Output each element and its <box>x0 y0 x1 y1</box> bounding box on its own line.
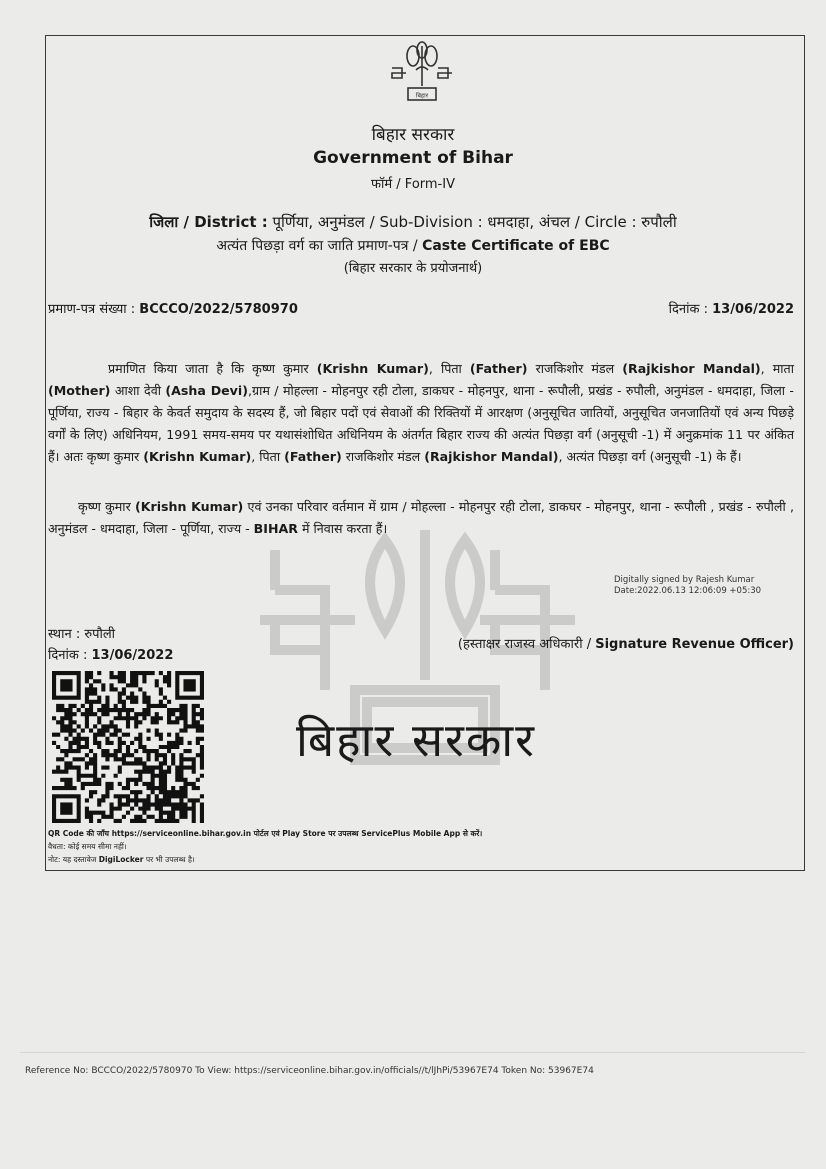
place-date-value: 13/06/2022 <box>91 648 174 663</box>
qr-modules <box>52 671 204 823</box>
place-value: रुपौली <box>84 627 116 642</box>
form-number: फॉर्म / Form-IV <box>371 177 455 192</box>
location-line <box>0 212 826 232</box>
father-name-english: (Rajkishor Mandal) <box>424 449 559 464</box>
body-text: कृष्ण कुमार <box>78 499 136 514</box>
emblem-badge-text: बिहार <box>415 92 429 100</box>
place-date-label: दिनांक : <box>48 648 88 663</box>
certificate-number <box>48 299 298 317</box>
signature-hindi: (हस्ताक्षर राजस्व अधिकारी / <box>457 637 592 652</box>
signature-line <box>458 634 794 652</box>
issue-date-value: 13/06/2022 <box>712 302 794 317</box>
note-text: QR Code की जाँच <box>48 829 112 838</box>
applicant-name-english: (Krishn Kumar) <box>316 361 429 376</box>
note-text: पोर्टल एवं <box>251 829 283 838</box>
digital-signature-signer: Digitally signed by Rajesh Kumar <box>614 575 755 585</box>
certificate-number-label: प्रमाण-पत्र संख्या : <box>48 302 136 317</box>
issue-date <box>669 299 794 317</box>
verification-url[interactable]: https://serviceonline.bihar.gov.in <box>111 829 252 838</box>
certificate-purpose: (बिहार सरकार के प्रयोजनार्थ) <box>343 261 483 276</box>
body-text: ,ग्राम / मोहल्ला - मोहनपुर रही टोला, डाकघर - मोहनपुर, थाना - रूपौली, प्रखंड - रुपौली, अनुमंडल - धमदाहा, जिला - पूर्णिया, राज्य - बिहार के केवर्त समुदाय के सदस्य हैं, जो बिहार पदों एवं सेवाओं की रिक्तियों में आरक्षण (अनुसूचित जातियों, अनुसूचित जनजातियों एवं अन्य पिछड़े वर्गों के लिए) अधिनियम, 1991 समय-समय पर यथासंशोधित अधिनियम के अंतर्गत बिहार राज्य की अत्यंत पिछड़ा वर्ग (अनुसूची -1) में अनुक्रमांक 11 पर अंकित हैं। अतः कृष्ण कुमार <box>48 383 794 464</box>
qr-verification-note <box>48 829 482 839</box>
district-label: जिला / District : <box>149 213 268 231</box>
footer-divider <box>20 1052 806 1053</box>
father-label: (Father) <box>469 361 528 376</box>
applicant-name-english: (Krishn Kumar) <box>135 499 244 514</box>
body-text: एवं उनका परिवार वर्तमान में ग्राम / मोहल्ला - मोहनपुर रही टोला, डाकघर - मोहनपुर, थाना - रूपौली , प्रखंड - रुपौली , अनुमंडल - धमदाहा, जिला - पूर्णिया, राज्य - <box>48 499 794 536</box>
note-text: ServicePlus Mobile App <box>361 829 461 838</box>
applicant-name-english: (Krishn Kumar) <box>143 449 252 464</box>
mother-name-english: (Asha Devi) <box>165 383 248 398</box>
state-name: BIHAR <box>253 521 298 536</box>
digital-signature-date: Date:2022.06.13 12:06:09 +05:30 <box>614 586 762 596</box>
body-text: राजकिशोर मंडल <box>341 449 425 464</box>
qr-code[interactable] <box>52 671 204 823</box>
qr-finder-pattern <box>52 794 81 823</box>
note-text: नोट: यह दस्तावेज <box>48 855 99 864</box>
certificate-title-english: Caste Certificate of EBC <box>422 238 610 254</box>
govt-title-hindi: बिहार सरकार <box>371 125 455 145</box>
body-text: राजकिशोर मंडल <box>527 361 623 376</box>
reference-footer: Reference No: BCCCO/2022/5780970 To View: https://serviceonline.bihar.gov.in/officials//t/lJhPi/53967E74 Token No: 53967E74 <box>25 1066 594 1076</box>
digital-signature <box>614 575 761 597</box>
note-text: से करें। <box>460 829 483 838</box>
qr-finder-pattern <box>52 671 81 700</box>
place-date <box>48 645 173 663</box>
place <box>48 624 115 642</box>
qr-finder-pattern <box>175 671 204 700</box>
certificate-title <box>0 236 826 255</box>
govt-title-english: Government of Bihar <box>313 148 513 168</box>
father-name-english: (Rajkishor Mandal) <box>622 361 761 376</box>
note-text: पर उपलब्ध <box>325 829 362 838</box>
certificate-body-paragraph-2 <box>48 496 794 540</box>
digilocker-note <box>48 855 195 865</box>
note-text: पर भी उपलब्ध है। <box>143 855 195 864</box>
body-text: , अत्यंत पिछड़ा वर्ग (अनुसूची -1) के हैं। <box>558 449 742 464</box>
certificate-number-value: BCCCO/2022/5780970 <box>139 302 298 317</box>
body-text: प्रमाणित किया जाता है कि कृष्ण कुमार <box>108 361 317 376</box>
issue-date-label: दिनांक : <box>668 302 708 317</box>
body-text: , पिता <box>428 361 470 376</box>
digilocker-name: DigiLocker <box>98 855 144 864</box>
watermark-text: बिहार सरकार <box>296 713 536 767</box>
mother-label: (Mother) <box>48 383 111 398</box>
certificate-title-hindi: अत्यंत पिछड़ा वर्ग का जाति प्रमाण-पत्र / <box>216 238 418 254</box>
district-value: पूर्णिया, अनुमंडल / Sub-Division : धमदाहा, अंचल / Circle : रुपौली <box>272 213 677 231</box>
place-label: स्थान : <box>48 627 81 642</box>
signature-english: Signature Revenue Officer) <box>595 637 794 652</box>
note-text: Play Store <box>282 829 326 838</box>
father-label: (Father) <box>284 449 342 464</box>
validity-note: वैधता: कोई समय सीमा नहीं। <box>48 842 127 851</box>
bihar-emblem-logo <box>388 40 456 104</box>
body-text: आशा देवी <box>110 383 166 398</box>
certificate-body-paragraph-1 <box>48 358 794 468</box>
body-text: , पिता <box>251 449 285 464</box>
body-text: , माता <box>760 361 794 376</box>
body-text: में निवास करता हैं। <box>297 521 388 536</box>
